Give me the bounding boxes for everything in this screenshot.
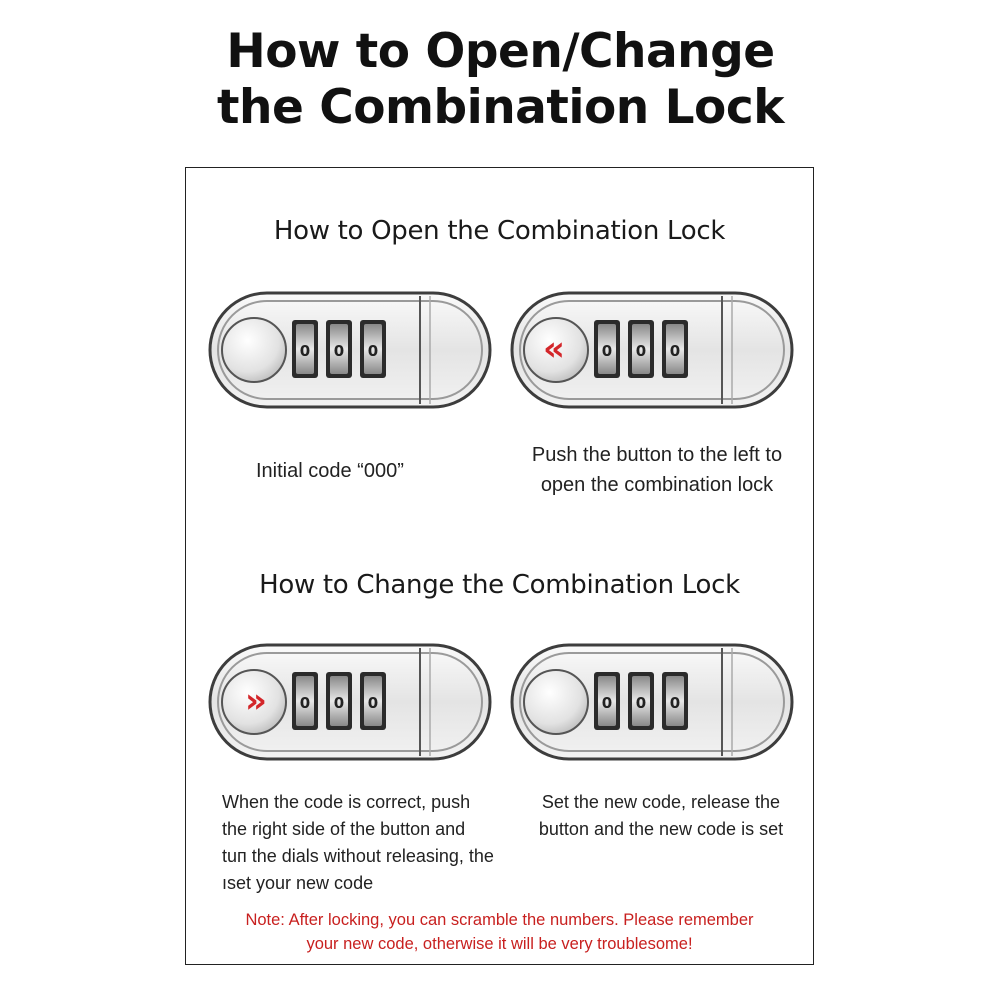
digit-dials <box>292 320 386 378</box>
arrow-right-icon: » <box>245 681 267 721</box>
dial-digit: 0 <box>601 342 613 360</box>
lock-illustration-initial <box>208 290 492 410</box>
digit-dials <box>594 320 688 378</box>
set-step-caption-line-1: Set the new code, release the <box>541 792 781 812</box>
dial-digit: 0 <box>635 342 647 360</box>
change-step-caption <box>222 789 522 897</box>
dial-digit: 0 <box>635 694 647 712</box>
arrow-left-icon: « <box>543 329 565 369</box>
dial-digit: 0 <box>367 694 379 712</box>
change-step-caption-line-2: the right side of the button and <box>222 819 466 839</box>
warning-note-line-2: your new code, otherwise it will be very troublesome! <box>306 935 693 953</box>
open-section-heading: How to Open the Combination Lock <box>273 216 726 246</box>
dial-digit: 0 <box>333 342 345 360</box>
lock-illustration-set <box>510 642 794 762</box>
set-step-caption <box>516 789 806 843</box>
open-step-caption <box>512 440 802 500</box>
dial-digit: 0 <box>601 694 613 712</box>
page-title-line-2: the Combination Lock <box>217 80 784 135</box>
change-step-caption-line-1: When the code is correct, push <box>222 792 471 812</box>
set-step-caption-line-2: button and the new code is set <box>538 819 784 839</box>
warning-note-line-1: Note: After locking, you can scramble the numbers. Please remember <box>245 911 754 929</box>
warning-note <box>186 908 813 956</box>
digit-dials <box>292 672 386 730</box>
initial-code-caption-text: Initial code “000” <box>256 460 404 482</box>
change-section-heading: How to Change the Combination Lock <box>259 570 740 600</box>
lock-illustration-change <box>208 642 492 762</box>
initial-code-caption <box>256 456 404 486</box>
change-step-caption-line-3: tuп the dials without releasing, the <box>222 846 494 866</box>
page-title <box>0 24 1001 136</box>
dial-digit: 0 <box>333 694 345 712</box>
dial-digit: 0 <box>299 342 311 360</box>
dial-digit: 0 <box>669 694 681 712</box>
change-step-caption-line-4: ıset your new code <box>222 873 374 893</box>
open-step-caption-line-2: open the combination lock <box>540 474 774 496</box>
dial-digit: 0 <box>669 342 681 360</box>
lock-illustration-open <box>510 290 794 410</box>
page-title-line-1: How to Open/Change <box>226 24 775 79</box>
dial-digit: 0 <box>367 342 379 360</box>
digit-dials <box>594 672 688 730</box>
open-step-caption-line-1: Push the button to the left to <box>531 444 783 466</box>
instruction-card <box>185 167 814 965</box>
dial-digit: 0 <box>299 694 311 712</box>
